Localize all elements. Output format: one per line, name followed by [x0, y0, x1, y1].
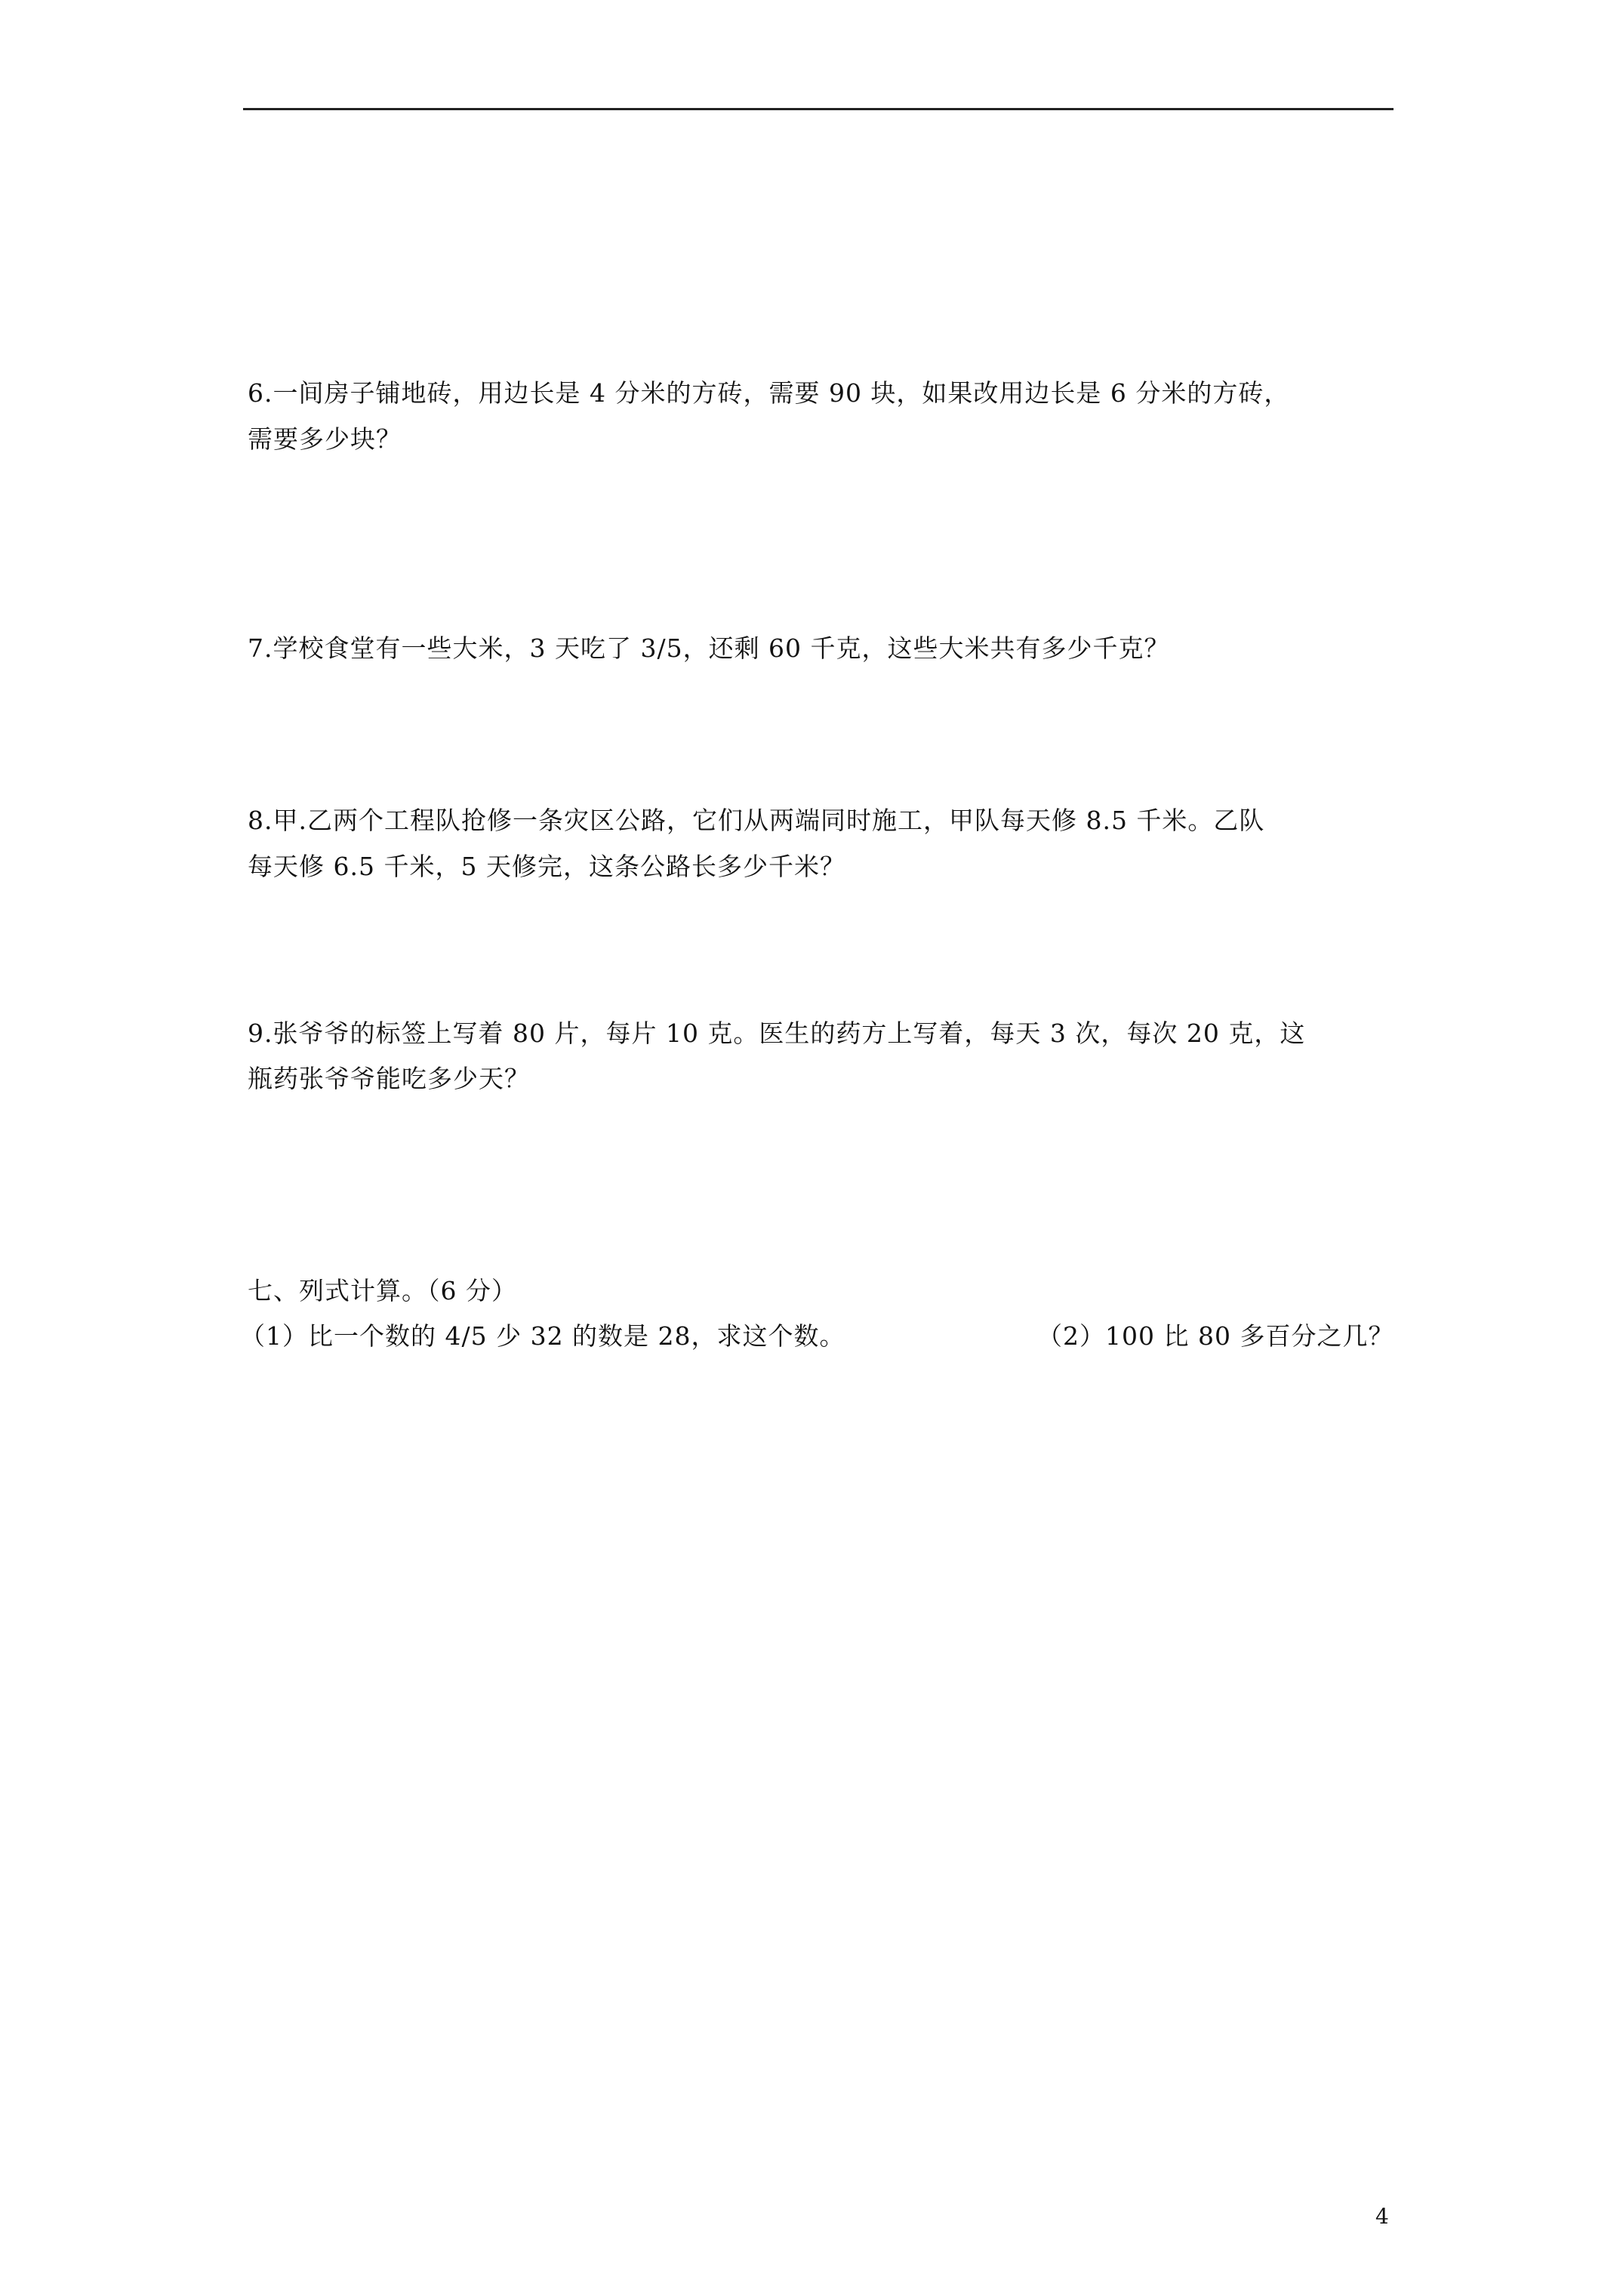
question-8-line-2: 每天修 6.5 千米，5 天修完，这条公路长多少千米？: [248, 852, 845, 881]
header-rule: [243, 108, 1394, 110]
question-6-line-1: 6.一间房子铺地砖，用边长是 4 分米的方砖，需要 90 块，如果改用边长是 6 分米的方砖，: [248, 378, 1290, 408]
section-seven-item-1: （1）比一个数的 4/5 少 32 的数是 28，求这个数。: [240, 1321, 845, 1351]
question-9-line-2: 瓶药张爷爷能吃多少天？: [248, 1064, 530, 1093]
section-seven-item-2: （2）100 比 80 多百分之几？: [1037, 1321, 1394, 1351]
page-number: 4: [1375, 2204, 1389, 2229]
question-8-line-1: 8.甲.乙两个工程队抢修一条灾区公路，它们从两端同时施工，甲队每天修 8.5 千米。乙队: [248, 806, 1265, 835]
question-7-line-1: 7.学校食堂有一些大米，3 天吃了 3/5，还剩 60 千克，这些大米共有多少千克？: [248, 633, 1170, 663]
question-9-line-1: 9.张爷爷的标签上写着 80 片，每片 10 克。医生的药方上写着，每天 3 次，每次 20 克，这: [248, 1019, 1306, 1048]
section-seven-title: 七、列式计算。（6 分）: [248, 1276, 517, 1305]
question-6-line-2: 需要多少块？: [248, 424, 402, 454]
